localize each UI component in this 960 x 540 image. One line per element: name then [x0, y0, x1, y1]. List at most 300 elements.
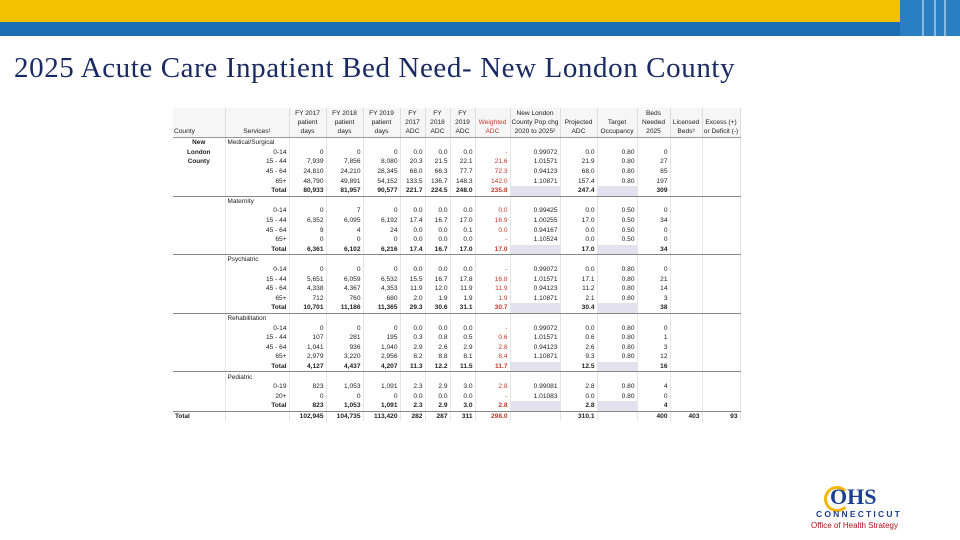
table-cell	[702, 274, 740, 284]
table-cell	[363, 138, 400, 148]
table-cell: 4,437	[326, 362, 363, 372]
table-cell: 0.80	[597, 323, 637, 333]
table-cell: 0.80	[597, 265, 637, 275]
table-cell: 0.50	[597, 235, 637, 245]
table-cell: 12.5	[560, 362, 597, 372]
table-cell	[510, 255, 560, 265]
section-name: Rehabilitation	[225, 313, 289, 323]
table-cell	[225, 411, 289, 421]
table-cell: 400	[637, 411, 670, 421]
table-cell	[173, 245, 225, 255]
table-cell: 0.3	[400, 333, 425, 343]
table-cell: 0	[637, 391, 670, 401]
table-cell: 1,041	[289, 342, 326, 352]
table-cell: 760	[326, 294, 363, 304]
column-header: Excess (+) or Deficit (-)	[702, 108, 740, 138]
age-group: 0-14	[225, 265, 289, 275]
table-cell: 17.4	[400, 216, 425, 226]
table-cell: 11,186	[326, 303, 363, 313]
table-cell: 0.0	[400, 235, 425, 245]
table-cell: 16.7	[425, 245, 450, 255]
table-cell	[597, 245, 637, 255]
weighted-adc: 8.4	[475, 352, 510, 362]
table-cell: 0	[637, 225, 670, 235]
table-cell	[475, 255, 510, 265]
table-cell: 224.5	[425, 186, 450, 196]
table-cell: 0.0	[425, 235, 450, 245]
table-cell: 0.80	[597, 342, 637, 352]
county-cell	[173, 391, 225, 401]
table-cell	[702, 313, 740, 323]
age-group: 45 - 64	[225, 342, 289, 352]
table-cell: 0.0	[425, 225, 450, 235]
table-cell: 4,353	[363, 284, 400, 294]
weighted-adc: 2.8	[475, 342, 510, 352]
county-cell	[173, 176, 225, 186]
age-group: 0-14	[225, 148, 289, 158]
table-cell: 1.9	[450, 294, 475, 304]
table-cell: 0	[637, 323, 670, 333]
column-header: Target Occupancy	[597, 108, 637, 138]
table-cell	[289, 255, 326, 265]
table-cell: 1.01083	[510, 391, 560, 401]
county-cell	[173, 294, 225, 304]
table-cell	[702, 382, 740, 392]
table-row	[173, 216, 740, 226]
table-cell: 0.0	[425, 323, 450, 333]
table-row	[173, 157, 740, 167]
column-header: FY 2019 ADC	[450, 108, 475, 138]
table-cell	[289, 138, 326, 148]
table-cell: 0.0	[560, 206, 597, 216]
total-label: Total	[225, 186, 289, 196]
table-cell: 311	[450, 411, 475, 421]
table-cell	[326, 255, 363, 265]
table-cell	[510, 186, 560, 196]
table-cell	[670, 225, 702, 235]
column-header: Services¹	[225, 108, 289, 138]
table-cell: 248.0	[450, 186, 475, 196]
table-cell: 136.7	[425, 176, 450, 186]
age-group: 15 - 44	[225, 274, 289, 284]
table-cell: 1.10871	[510, 294, 560, 304]
column-header: FY 2018 ADC	[425, 108, 450, 138]
table-cell	[670, 284, 702, 294]
table-cell: 1.10871	[510, 352, 560, 362]
table-cell	[670, 196, 702, 206]
table-cell	[670, 148, 702, 158]
table-cell: 6,059	[326, 274, 363, 284]
table-cell: 0	[289, 323, 326, 333]
table-cell	[425, 196, 450, 206]
table-cell: 0.50	[597, 216, 637, 226]
table-cell	[637, 313, 670, 323]
table-cell: 221.7	[400, 186, 425, 196]
table-cell: 287	[425, 411, 450, 421]
section-name: Psychiatric	[225, 255, 289, 265]
weighted-adc: 2.8	[475, 382, 510, 392]
table-cell	[670, 294, 702, 304]
table-cell: 21.9	[560, 157, 597, 167]
table-cell: 24	[363, 225, 400, 235]
table-cell: 9	[289, 225, 326, 235]
table-cell	[450, 138, 475, 148]
table-cell	[670, 323, 702, 333]
table-cell: 17.1	[560, 274, 597, 284]
table-cell	[560, 138, 597, 148]
table-cell	[702, 186, 740, 196]
table-cell	[670, 157, 702, 167]
table-cell	[289, 196, 326, 206]
weighted-adc: 0.0	[475, 206, 510, 216]
table-cell: 4,367	[326, 284, 363, 294]
column-header: Projected ADC	[560, 108, 597, 138]
table-cell	[637, 196, 670, 206]
table-cell: 93	[702, 411, 740, 421]
table-cell: 11.9	[400, 284, 425, 294]
table-row	[173, 284, 740, 294]
table-cell: 2.3	[400, 382, 425, 392]
table-cell	[173, 186, 225, 196]
county-cell	[173, 265, 225, 275]
table-cell: 2.1	[560, 294, 597, 304]
table-cell: 0.99072	[510, 323, 560, 333]
table-cell	[450, 255, 475, 265]
table-cell: 1.01571	[510, 274, 560, 284]
section-name: Pediatric	[225, 372, 289, 382]
section-name: Medical/Surgical	[225, 138, 289, 148]
table-cell	[670, 391, 702, 401]
weighted-adc: 0.6	[475, 333, 510, 343]
section-row	[173, 255, 740, 265]
table-cell	[450, 372, 475, 382]
table-cell	[450, 313, 475, 323]
table-body	[173, 138, 740, 422]
table-cell	[670, 372, 702, 382]
table-cell: 0.80	[597, 148, 637, 158]
table-cell	[597, 401, 637, 411]
table-cell: 22.1	[450, 157, 475, 167]
table-cell: 49,891	[326, 176, 363, 186]
table-cell: 0	[363, 323, 400, 333]
table-cell	[670, 313, 702, 323]
table-cell: 403	[670, 411, 702, 421]
table-cell	[425, 138, 450, 148]
table-cell: 3,220	[326, 352, 363, 362]
column-header: FY 2017 ADC	[400, 108, 425, 138]
weighted-adc: -	[475, 235, 510, 245]
table-cell	[702, 342, 740, 352]
county-cell	[173, 352, 225, 362]
table-cell: 30.6	[425, 303, 450, 313]
table-cell: 1.00255	[510, 216, 560, 226]
section-row	[173, 372, 740, 382]
table-cell	[173, 401, 225, 411]
table-cell	[670, 235, 702, 245]
table-cell: 0.1	[450, 225, 475, 235]
table-cell: 3.0	[450, 382, 475, 392]
table-cell: 0	[637, 148, 670, 158]
table-cell	[597, 303, 637, 313]
table-row	[173, 225, 740, 235]
table-row	[173, 342, 740, 352]
table-cell: 0.94123	[510, 342, 560, 352]
total-label: Total	[225, 362, 289, 372]
weighted-adc: -	[475, 265, 510, 275]
table-cell: 11.3	[400, 362, 425, 372]
weighted-adc: 17.0	[475, 245, 510, 255]
table-cell: 7,939	[289, 157, 326, 167]
table-row	[173, 235, 740, 245]
table-cell: 17.0	[450, 245, 475, 255]
age-group: 65+	[225, 294, 289, 304]
county-cell: County	[173, 157, 225, 167]
table-cell: 2,979	[289, 352, 326, 362]
table-cell: 12.0	[425, 284, 450, 294]
table-cell: 133.5	[400, 176, 425, 186]
column-header: Licensed Beds³	[670, 108, 702, 138]
table-cell: 85	[637, 167, 670, 177]
table-cell	[173, 362, 225, 372]
table-cell	[326, 313, 363, 323]
table-cell	[670, 167, 702, 177]
table-cell: 17.0	[560, 245, 597, 255]
table-cell	[702, 362, 740, 372]
table-cell: 0.80	[597, 352, 637, 362]
table-cell: 4	[326, 225, 363, 235]
table-cell	[510, 411, 560, 421]
weighted-adc: 11.9	[475, 284, 510, 294]
column-header: New London County Pop chg 2020 to 2025²	[510, 108, 560, 138]
table-cell: 16.7	[425, 216, 450, 226]
table-cell: 0.80	[597, 284, 637, 294]
header-yellow-bar	[0, 0, 960, 22]
table-cell	[702, 148, 740, 158]
table-cell	[597, 411, 637, 421]
table-cell: 2.3	[400, 401, 425, 411]
table-cell: 823	[289, 401, 326, 411]
table-cell: 0.80	[597, 382, 637, 392]
table-cell: 17.4	[400, 245, 425, 255]
table-cell: 0.99072	[510, 148, 560, 158]
table-cell: 8,080	[363, 157, 400, 167]
table-cell	[702, 206, 740, 216]
table-cell: 48,790	[289, 176, 326, 186]
table-row	[173, 167, 740, 177]
table-cell: 4,127	[289, 362, 326, 372]
table-cell: 0	[637, 265, 670, 275]
table-cell: 0.0	[560, 225, 597, 235]
age-group: 45 - 64	[225, 225, 289, 235]
table-cell	[560, 313, 597, 323]
header-stripe	[922, 0, 924, 36]
table-cell: 1.10871	[510, 176, 560, 186]
table-cell: 0	[363, 148, 400, 158]
table-cell: 14	[637, 284, 670, 294]
table-cell: 12.2	[425, 362, 450, 372]
age-group: 65+	[225, 235, 289, 245]
table-cell: 0.80	[597, 167, 637, 177]
bed-need-table-wrapper	[173, 108, 740, 523]
table-cell: 281	[326, 333, 363, 343]
table-cell	[702, 138, 740, 148]
table-cell	[326, 372, 363, 382]
table-cell	[597, 362, 637, 372]
table-cell: 0.0	[425, 206, 450, 216]
table-cell: 0.0	[425, 391, 450, 401]
table-cell: 20.3	[400, 157, 425, 167]
table-cell: 21	[637, 274, 670, 284]
table-cell: 1,091	[363, 382, 400, 392]
table-cell: 2.9	[425, 401, 450, 411]
table-cell	[400, 372, 425, 382]
logo-office-name: Office of Health Strategy	[811, 521, 899, 530]
table-cell: 17.0	[450, 216, 475, 226]
table-cell	[326, 196, 363, 206]
table-cell	[670, 352, 702, 362]
section-row	[173, 313, 740, 323]
table-cell: 0	[289, 148, 326, 158]
table-cell	[289, 313, 326, 323]
table-cell	[597, 196, 637, 206]
section-row	[173, 138, 740, 148]
table-cell	[400, 138, 425, 148]
table-cell: 16.7	[425, 274, 450, 284]
age-group: 45 - 64	[225, 284, 289, 294]
table-cell	[702, 294, 740, 304]
table-cell	[326, 138, 363, 148]
table-cell: 0	[363, 235, 400, 245]
weighted-adc: 72.3	[475, 167, 510, 177]
section-total-row	[173, 186, 740, 196]
table-cell: 0.80	[597, 157, 637, 167]
section-total-row	[173, 303, 740, 313]
table-cell: 0.0	[400, 391, 425, 401]
table-cell	[702, 235, 740, 245]
column-header: County	[173, 108, 225, 138]
grand-total-label: Total	[173, 411, 225, 421]
weighted-adc: -	[475, 391, 510, 401]
table-cell: 29.3	[400, 303, 425, 313]
table-cell: 0.5	[450, 333, 475, 343]
table-cell: 38	[637, 303, 670, 313]
table-cell	[670, 138, 702, 148]
table-cell: 8.1	[450, 352, 475, 362]
total-label: Total	[225, 303, 289, 313]
table-cell: 0.50	[597, 206, 637, 216]
header-blue-bar	[0, 22, 960, 36]
table-cell: 9.3	[560, 352, 597, 362]
table-cell	[637, 255, 670, 265]
table-cell: 11.9	[450, 284, 475, 294]
table-cell: 0.0	[450, 323, 475, 333]
table-cell: 0.94167	[510, 225, 560, 235]
table-cell: 0	[363, 206, 400, 216]
header-stripe	[934, 0, 936, 36]
table-cell: 1,053	[326, 382, 363, 392]
table-cell	[670, 206, 702, 216]
table-cell: 2.9	[400, 342, 425, 352]
table-cell: 8.2	[400, 352, 425, 362]
table-cell: 157.4	[560, 176, 597, 186]
table-cell	[702, 245, 740, 255]
table-cell: 6,352	[289, 216, 326, 226]
weighted-adc: 16.9	[475, 216, 510, 226]
table-cell	[289, 372, 326, 382]
table-cell: 4,207	[363, 362, 400, 372]
table-cell: 2.8	[560, 382, 597, 392]
table-cell: 107	[289, 333, 326, 343]
table-cell	[702, 323, 740, 333]
grand-total-row	[173, 411, 740, 421]
table-cell: 0.0	[560, 391, 597, 401]
table-cell: 2.0	[400, 294, 425, 304]
table-cell	[702, 372, 740, 382]
table-cell	[475, 313, 510, 323]
table-row	[173, 333, 740, 343]
table-cell: 0.0	[450, 391, 475, 401]
table-cell: 102,945	[289, 411, 326, 421]
table-cell: 81,957	[326, 186, 363, 196]
table-cell: 0.0	[450, 206, 475, 216]
weighted-adc: 142.0	[475, 176, 510, 186]
table-cell: 247.4	[560, 186, 597, 196]
section-row	[173, 196, 740, 206]
table-cell	[400, 313, 425, 323]
table-cell: 195	[363, 333, 400, 343]
county-cell	[173, 167, 225, 177]
age-group: 20+	[225, 391, 289, 401]
table-cell	[670, 255, 702, 265]
table-cell	[597, 138, 637, 148]
table-cell: 7,856	[326, 157, 363, 167]
table-cell: 0.0	[425, 148, 450, 158]
table-cell: 0.0	[560, 323, 597, 333]
table-cell: 11.2	[560, 284, 597, 294]
table-cell: 17.0	[560, 216, 597, 226]
table-cell: 24,810	[289, 167, 326, 177]
table-cell: 0.6	[560, 333, 597, 343]
table-cell	[363, 313, 400, 323]
table-cell: 0.0	[450, 148, 475, 158]
county-cell	[173, 225, 225, 235]
table-cell: 0.50	[597, 225, 637, 235]
table-cell: 0	[289, 235, 326, 245]
table-cell	[670, 265, 702, 275]
table-cell: 2.6	[425, 342, 450, 352]
table-cell: 2.6	[560, 342, 597, 352]
table-cell: 4	[637, 382, 670, 392]
table-cell: 1.10524	[510, 235, 560, 245]
table-cell: 680	[363, 294, 400, 304]
table-cell	[702, 157, 740, 167]
table-row	[173, 176, 740, 186]
table-cell	[475, 138, 510, 148]
table-cell	[425, 255, 450, 265]
table-cell: 1.01571	[510, 157, 560, 167]
table-cell: 113,420	[363, 411, 400, 421]
table-cell: 21.5	[425, 157, 450, 167]
table-cell	[670, 333, 702, 343]
county-cell	[173, 342, 225, 352]
table-cell	[670, 176, 702, 186]
table-row	[173, 265, 740, 275]
table-row	[173, 352, 740, 362]
county-cell: London	[173, 148, 225, 158]
table-cell	[510, 313, 560, 323]
table-cell: 0	[326, 323, 363, 333]
table-cell: 4,338	[289, 284, 326, 294]
